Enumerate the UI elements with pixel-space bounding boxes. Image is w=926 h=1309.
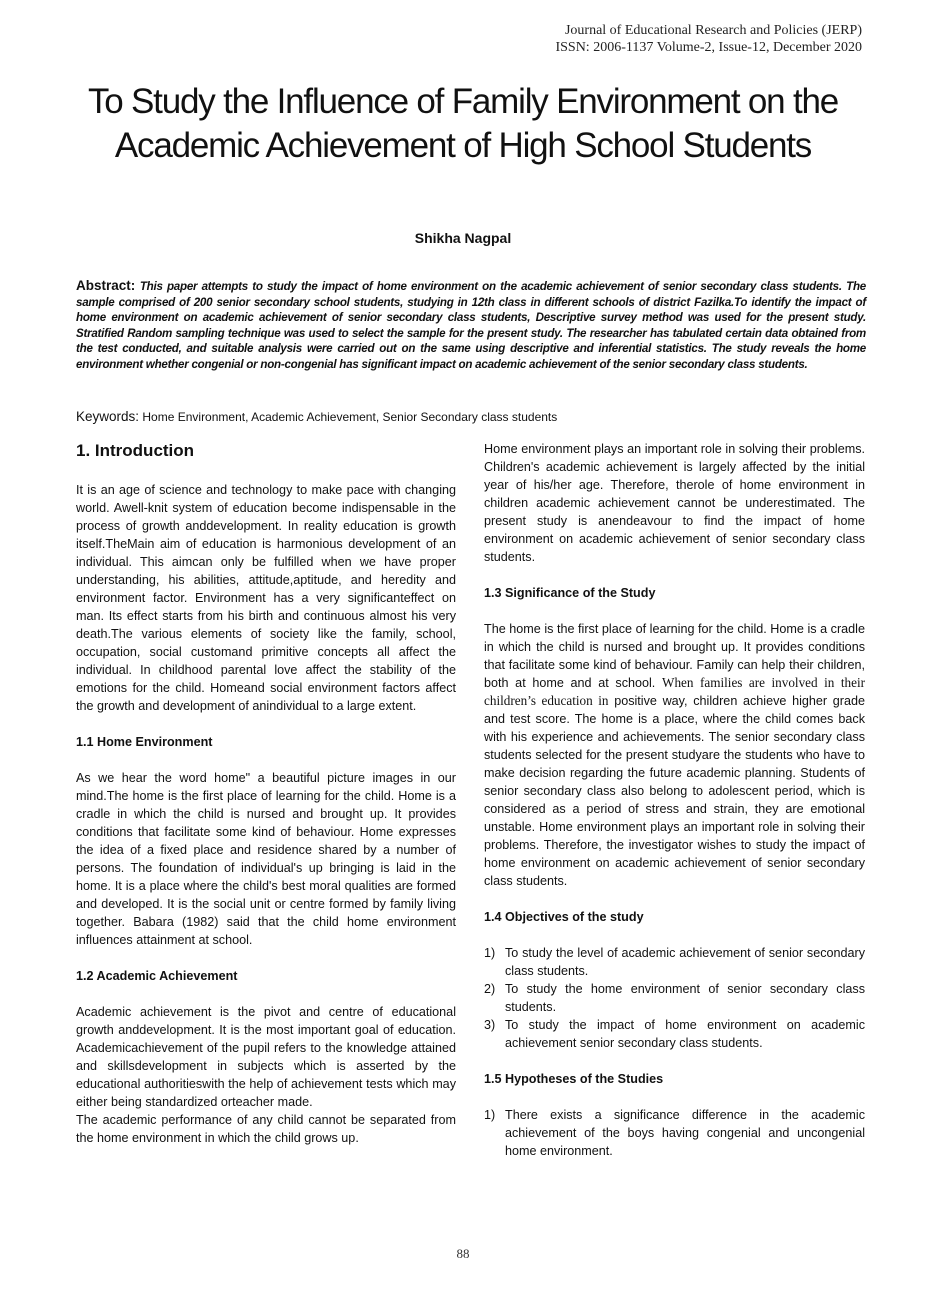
keywords-label: Keywords: <box>76 409 140 424</box>
list-item-text: To study the home environment of senior secondary class students. <box>505 982 865 1014</box>
journal-header <box>555 22 862 56</box>
paper-title: To Study the Influence of Family Environment on the Academic Achievement of High School Students <box>87 82 839 165</box>
academic-achievement-paragraph-2: The academic performance of any child cannot be separated from the home environment in which the child grows up. <box>76 1113 456 1145</box>
significance-paragraph <box>484 620 865 890</box>
significance-heading: 1.3 Significance of the Study <box>484 586 656 600</box>
list-item-number: 2) <box>484 982 496 996</box>
journal-name: Journal of Educational Research and Policies (JERP) <box>564 23 862 38</box>
list-item-text: To study the impact of home environment on academic achievement senior secondary class students. <box>505 1018 865 1050</box>
hypotheses-heading: 1.5 Hypotheses of the Studies <box>484 1072 664 1086</box>
right-column <box>484 440 865 1160</box>
list-item-number: 1) <box>484 946 496 960</box>
abstract-label: Abstract: <box>76 278 136 293</box>
list-item-number: 1) <box>484 1108 496 1122</box>
list-item-text: There exists a significance difference in the academic achievement of the boys having congenial and uncongenial home environment. <box>505 1108 865 1158</box>
list-item-text: To study the level of academic achievement of senior secondary class students. <box>505 946 865 978</box>
objectives-heading: 1.4 Objectives of the study <box>484 910 644 924</box>
academic-achievement-paragraph-3: Home environment plays an important role in solving their problems. Children's academic achievement is largely affected by the initial year of his/her age. Therefore, therole of home environment in children academic achievement cannot be underestimated. The present study is anendeavour to find the impact of home environment on academic achievement of senior secondary class students. <box>484 442 865 564</box>
author-name: Shikha Nagpal <box>414 230 512 246</box>
list-item <box>484 1016 865 1052</box>
list-item-number: 3) <box>484 1018 496 1032</box>
list-item <box>484 1106 865 1160</box>
list-item <box>484 944 865 980</box>
home-environment-heading: 1.1 Home Environment <box>76 735 213 749</box>
academic-achievement-heading: 1.2 Academic Achievement <box>76 969 238 983</box>
significance-text-b: When families are involved in their children’s education in <box>484 675 866 708</box>
hypotheses-list <box>484 1106 865 1160</box>
journal-issn: ISSN: 2006-1137 Volume-2, Issue-12, December 2020 <box>555 40 862 55</box>
significance-text-c: positive way, children achieve higher grade and test score. The home is a place, where the child comes back with his experience and achievements. The senior secondary class students selected for the present studyare the students who have to make decision regarding the future academic planning. Students of senior secondary class also belong to adolescent period, which is considered as a period of stress and strain, they are emotional unstable. Home environment plays an important role in solving their problems. Therefore, the investigator wishes to study the impact of home environment on academic achievement of senior secondary class students. <box>484 694 865 888</box>
intro-heading: 1. Introduction <box>76 441 195 460</box>
academic-achievement-paragraph-1: Academic achievement is the pivot and centre of educational growth anddevelopment. It is the most important goal of education. Academicachievement of the pupil refers to the knowledge attained and skillsdevelopment in subjects which is asserted by the educational authoritieswith the help of achievement tests which may either being standardized orteacher made. <box>76 1005 456 1109</box>
objectives-list <box>484 944 865 1052</box>
intro-paragraph: It is an age of science and technology to make pace with changing world. Awell-knit system of education become indispensable in the process of growth anddevelopment. In reality education is growth itself.TheMain aim of education is harmonious development of an individual. This aimcan only be fulfilled when we have proper understanding, his abilities, attitude,aptitude, and heredity and environment factor. Environment has a very significanteffect on man. Its effect starts from his birth and continuous almost his very death.The various elements of society like the family, school, occupation, social customand primitive concepts all affect the individual. In childhood parental love affect the stability of the emotions for the child. Homeand social environment factors affect the growth and development of anindividual to a large extent. <box>76 483 456 713</box>
abstract-text: This paper attempts to study the impact of home environment on the academic achievement of senior secondary class students. The sample comprised of 200 senior secondary school students, studying in 12th class in different schools of district Fazilka.To identify the impact of home environment on academic achievement of senior secondary class students, Descriptive survey method was used for the present study. Stratified Random sampling technique was used to select the sample for the present study. The researcher has tabulated certain data obtained from the test conducted, and suitable analysis were carried out on the same using descriptive and inferential statistics. The study reveals the home environment whether congenial or non-congenial has significant impact on academic achievement of the senior secondary class students. <box>76 280 866 371</box>
abstract <box>76 278 866 373</box>
home-environment-paragraph: As we hear the word home" a beautiful picture images in our mind.The home is the first place of learning for the child. Home is a cradle in which the child is nursed and brought up. It provides conditions that facilitate some kind of behaviour. Home expresses the idea of a fixed place and residence shared by a number of persons. The foundation of individual's up bringing is laid in the home. It is a place where the child's best moral qualities are formed and developed. It is the social unit or centre formed by family living together. Babara (1982) said that the child home environment influences attainment at school. <box>76 771 456 947</box>
keywords-text: Home Environment, Academic Achievement, Senior Secondary class students <box>142 410 558 424</box>
page-number: 88 <box>456 1246 470 1261</box>
significance-text-a: The home is the first place of learning for the child. Home is a cradle in which the child is nursed and brought up. It provides conditions that facilitate some kind of behaviour. Family can help their children, both at home and at school. <box>484 622 865 690</box>
list-item <box>484 980 865 1016</box>
left-column <box>76 440 456 1147</box>
keywords <box>76 409 866 424</box>
